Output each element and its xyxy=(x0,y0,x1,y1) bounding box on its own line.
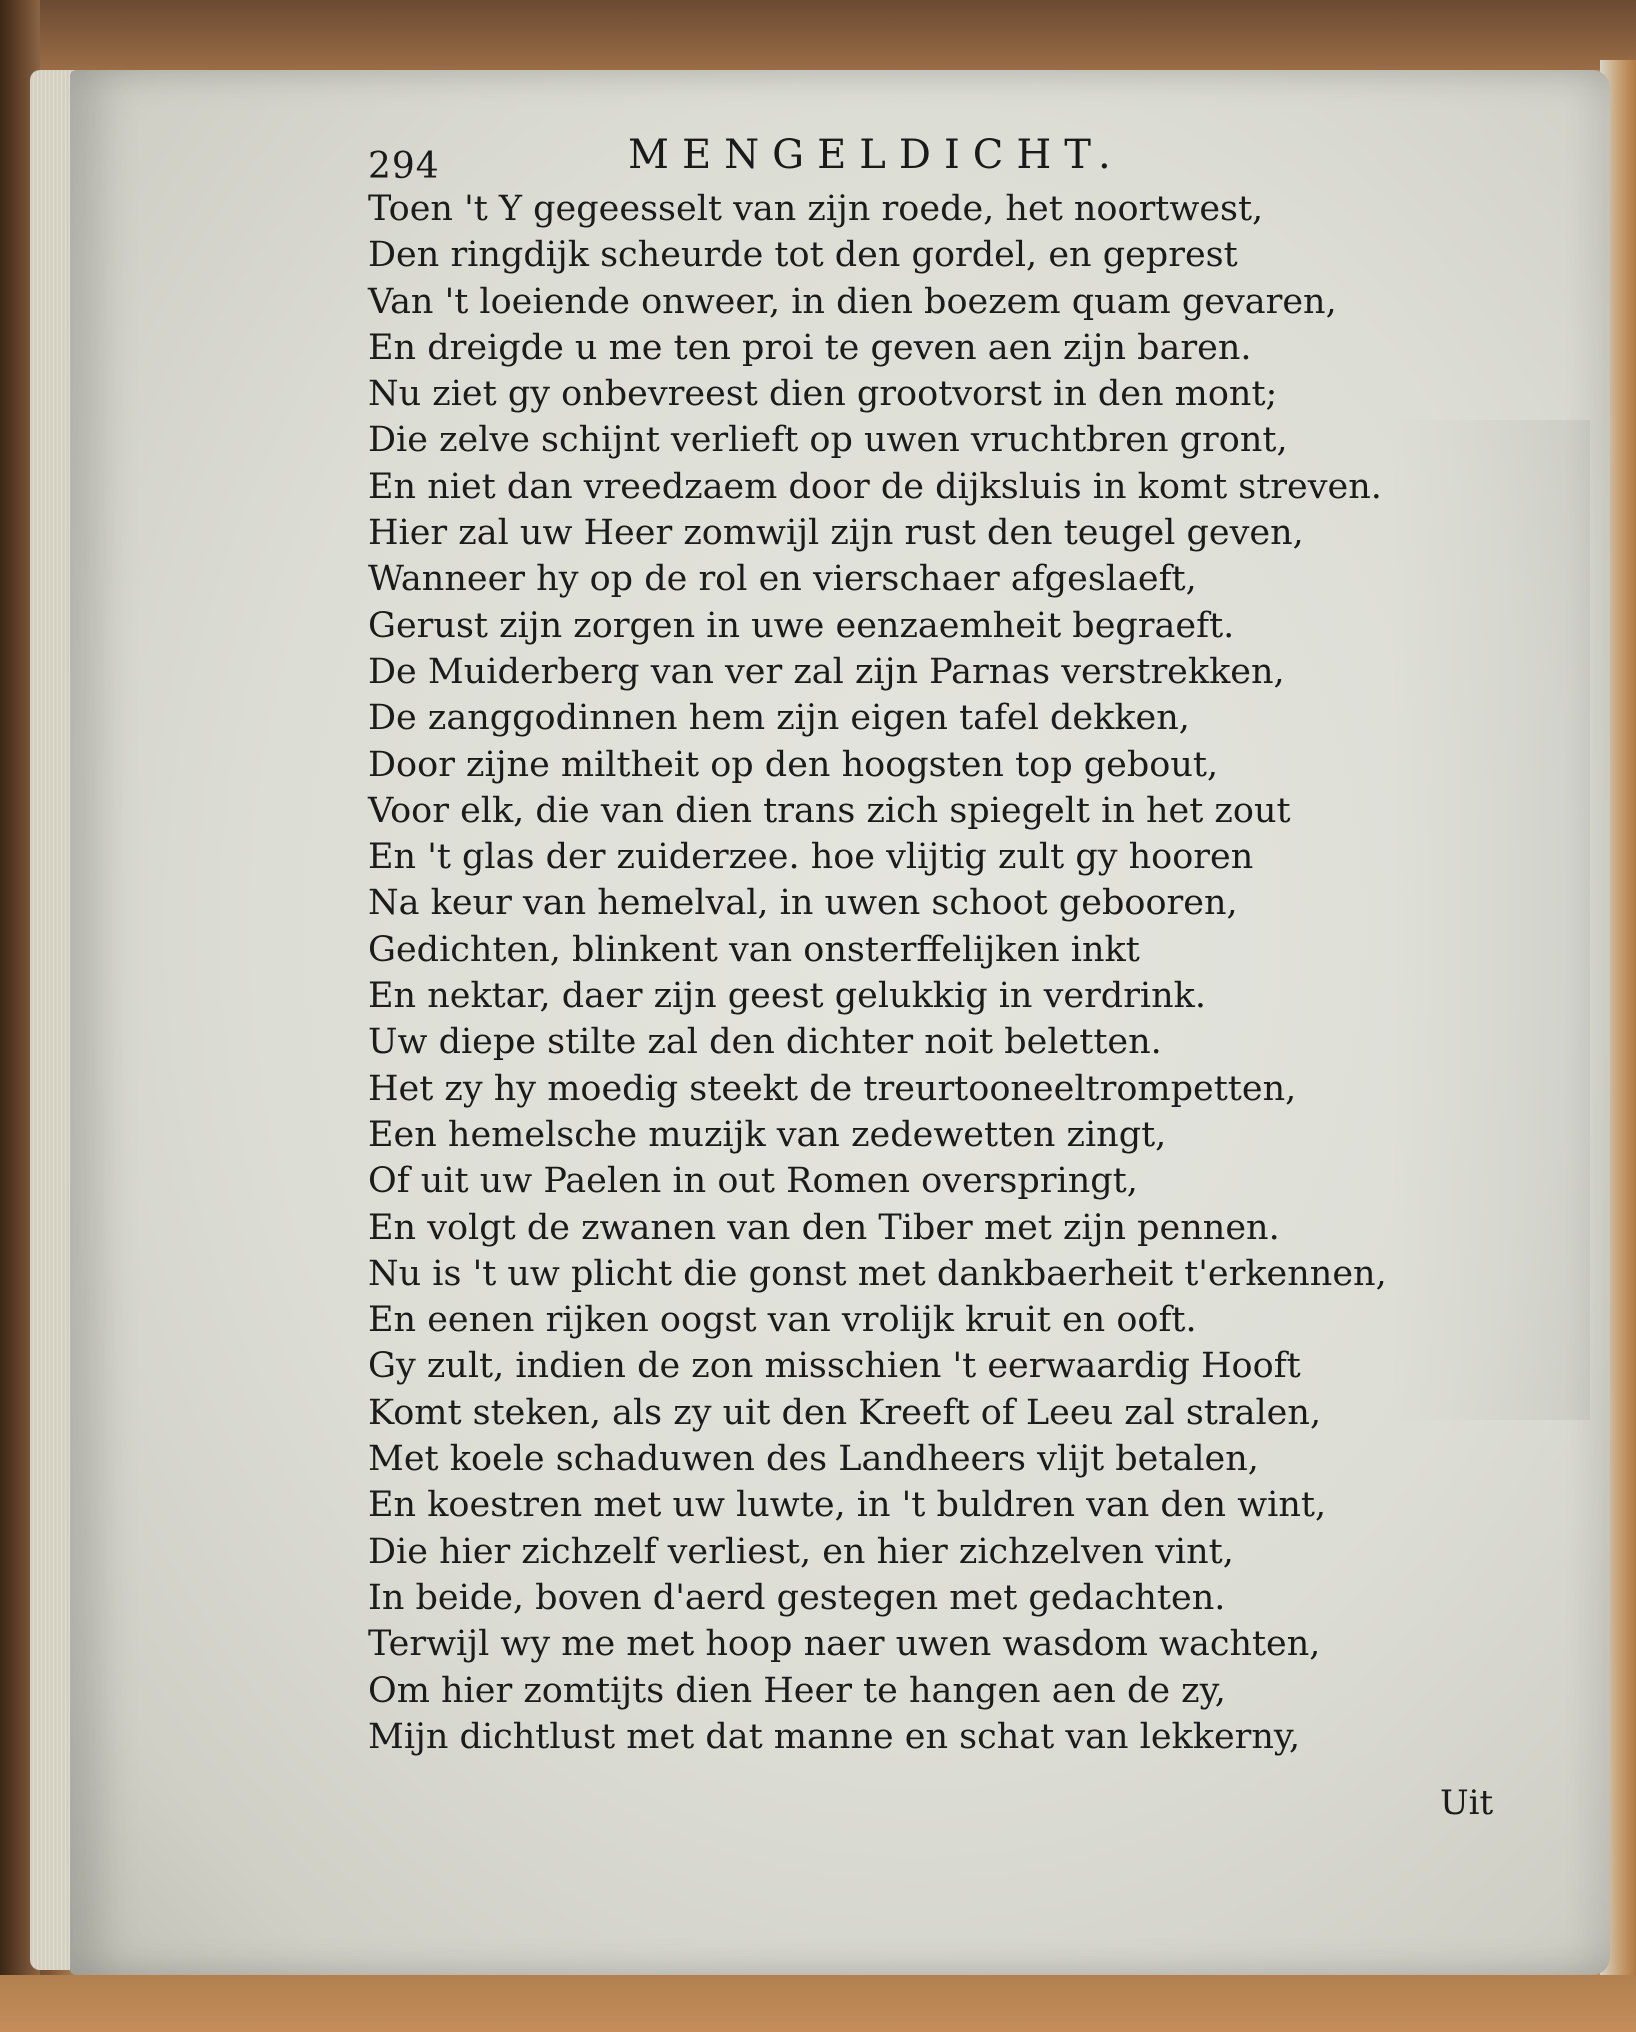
verse-line: En niet dan vreedzaem door de dijksluis in komt streven. xyxy=(368,466,1382,507)
verse-line: Of uit uw Paelen in out Romen overspringt, xyxy=(368,1161,1138,1202)
verse-line: Voor elk, die van dien trans zich spiegelt in het zout xyxy=(368,790,1291,831)
verse-line: Nu ziet gy onbevreest dien grootvorst in den mont; xyxy=(368,374,1278,415)
verse-line: Een hemelsche muzijk van zedewetten zingt, xyxy=(368,1114,1167,1155)
verse-line: Wanneer hy op de rol en vierschaer afgeslaeft, xyxy=(368,559,1197,600)
verse-line: Door zijne miltheit op den hoogsten top gebout, xyxy=(368,744,1219,785)
verse-line: En nektar, daer zijn geest gelukkig in verdrink. xyxy=(368,976,1207,1017)
book-cover-bottom xyxy=(0,1975,1636,2032)
verse-line: De zanggodinnen hem zijn eigen tafel dekken, xyxy=(368,698,1190,739)
page-header xyxy=(368,132,1268,192)
verse-line: Gedichten, blinkent van onsterffelijken inkt xyxy=(368,929,1140,970)
verse-line: En volgt de zwanen van den Tiber met zijn pennen. xyxy=(368,1207,1280,1248)
verse-line: Terwijl wy me met hoop naer uwen wasdom wachten, xyxy=(368,1624,1321,1665)
verse-line: Hier zal uw Heer zomwijl zijn rust den teugel geven, xyxy=(368,513,1304,554)
verse-line: Van 't loeiende onweer, in dien boezem quam gevaren, xyxy=(368,281,1337,322)
page-number: 294 xyxy=(368,146,440,187)
verse-line: In beide, boven d'aerd gestegen met gedachten. xyxy=(368,1577,1226,1618)
verse-line: Komt steken, als zy uit den Kreeft of Leeu zal stralen, xyxy=(368,1392,1322,1433)
verse-line: De Muiderberg van ver zal zijn Parnas verstrekken, xyxy=(368,651,1285,692)
verse-line: Het zy hy moedig steekt de treurtooneeltrompetten, xyxy=(368,1068,1297,1109)
verse-line: Nu is 't uw plicht die gonst met dankbaerheit t'erkennen, xyxy=(368,1253,1387,1294)
verse-line: En eenen rijken oogst van vrolijk kruit en ooft. xyxy=(368,1300,1197,1341)
verse-line: Met koele schaduwen des Landheers vlijt betalen, xyxy=(368,1439,1259,1480)
verse-line: En koestren met uw luwte, in 't buldren van den wint, xyxy=(368,1485,1327,1526)
book-cover-top xyxy=(0,0,1636,70)
verse-line: Den ringdijk scheurde tot den gordel, en geprest xyxy=(368,235,1238,276)
verse-line: Toen 't Y gegeesselt van zijn roede, het noortwest, xyxy=(368,189,1264,229)
catchword: Uit xyxy=(1440,1783,1494,1823)
running-head: MENGELDICHT. xyxy=(628,132,1124,178)
poem-text xyxy=(368,186,1508,1760)
verse-line: Mijn dichtlust met dat manne en schat van lekkerny, xyxy=(368,1716,1301,1757)
verse-line: En dreigde u me ten proi te geven aen zijn baren. xyxy=(368,327,1252,368)
verse-line: Gy zult, indien de zon misschien 't eerwaardig Hooft xyxy=(368,1346,1301,1387)
verse-line: Om hier zomtijts dien Heer te hangen aen de zy, xyxy=(368,1670,1226,1711)
verse-line: Die hier zichzelf verliest, en hier zichzelven vint, xyxy=(368,1531,1234,1572)
verse-line: Gerust zijn zorgen in uwe eenzaemheit begraeft. xyxy=(368,605,1235,646)
verse-line: Uw diepe stilte zal den dichter noit beletten. xyxy=(368,1022,1162,1063)
verse-line: Die zelve schijnt verlieft op uwen vruchtbren gront, xyxy=(368,420,1288,461)
verse-line: Na keur van hemelval, in uwen schoot gebooren, xyxy=(368,883,1238,924)
verse-line: En 't glas der zuiderzee. hoe vlijtig zult gy hooren xyxy=(368,837,1254,878)
